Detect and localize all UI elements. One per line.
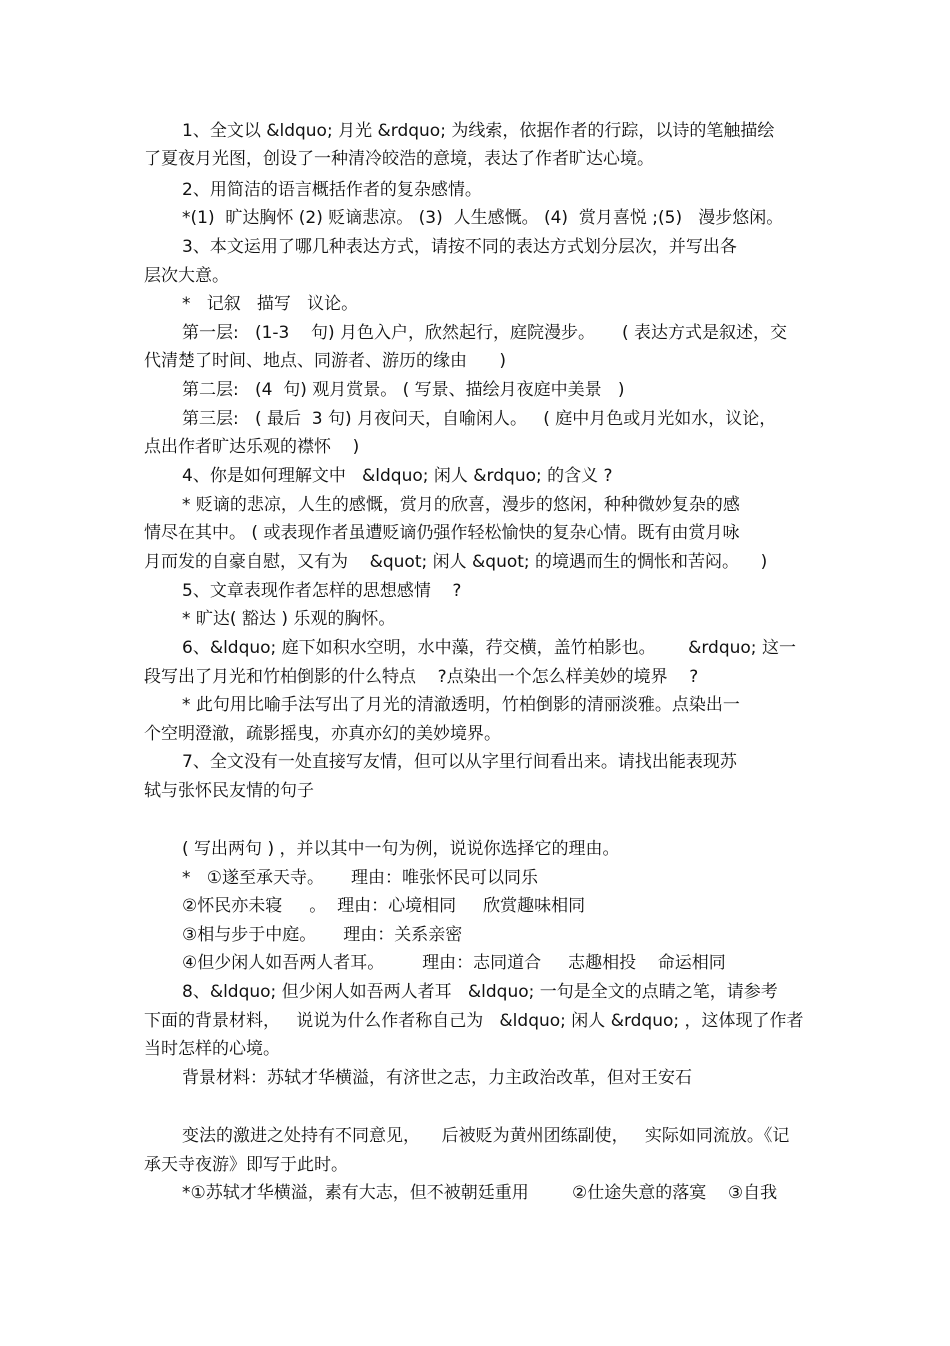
text-line: 5、文章表现作者怎样的思想感情 ? <box>182 581 462 601</box>
text-line: 个空明澄澈，疏影摇曳，亦真亦幻的美妙境界。 <box>144 724 501 744</box>
text-line: 承天寺夜游》即写于此时。 <box>144 1155 348 1175</box>
text-line: 点出作者旷达乐观的襟怀 ) <box>144 437 360 457</box>
text-line: 情尽在其中。 ( 或表现作者虽遭贬谪仍强作轻松愉快的复杂心情。既有由赏月咏 <box>144 523 740 543</box>
text-line: 第一层: (1-3 句) 月色入户，欣然起行，庭院漫步。 ( 表达方式是叙述，交 <box>182 323 788 343</box>
text-line: 轼与张怀民友情的句子 <box>144 781 314 801</box>
text-line: 4、你是如何理解文中 &ldquo; 闲人 &rdquo; 的含义 ? <box>182 466 613 486</box>
text-line: 第三层: ( 最后 3 句) 月夜问天，自喻闲人。 ( 庭中月色或月光如水，议论， <box>182 409 777 429</box>
text-line: 第二层: (4 句) 观月赏景。 ( 写景、描绘月夜庭中美景 ) <box>182 380 625 400</box>
text-line: * 此句用比喻手法写出了月光的清澈透明，竹柏倒影的清丽淡雅。点染出一 <box>182 695 740 715</box>
text-line: ( 写出两句 ) ，并以其中一句为例，说说你选择它的理由。 <box>182 839 620 859</box>
text-line: 了夏夜月光图，创设了一种清冷皎浩的意境，表达了作者旷达心境。 <box>144 149 654 169</box>
text-line: ②怀民亦未寝 。 理由：心境相同 欣赏趣味相同 <box>182 896 586 916</box>
text-line: 3、本文运用了哪几种表达方式，请按不同的表达方式划分层次，并写出各 <box>182 237 737 257</box>
text-line: 当时怎样的心境。 <box>144 1039 280 1059</box>
text-line: * 记叙 描写 议论。 <box>182 294 359 314</box>
text-line: 段写出了月光和竹柏倒影的什么特点 ?点染出一个怎么样美妙的境界 ? <box>144 667 699 687</box>
text-line: 下面的背景材料， 说说为什么作者称自己为 &ldquo; 闲人 &rdquo; ，这体现了作者 <box>144 1011 804 1031</box>
text-line: 7、全文没有一处直接写友情，但可以从字里行间看出来。请找出能表现苏 <box>182 752 737 772</box>
text-line: 层次大意。 <box>144 266 229 286</box>
text-line: *(1) 旷达胸怀 (2) 贬谪悲凉。 (3) 人生感慨。 (4) 赏月喜悦 ;(5) 漫步悠闲。 <box>182 208 784 228</box>
text-line: ③相与步于中庭。 理由：关系亲密 <box>182 925 463 945</box>
text-line: * ①遂至承天寺。 理由：唯张怀民可以同乐 <box>182 868 538 888</box>
text-line: 背景材料：苏轼才华横溢，有济世之志，力主政治改革，但对王安石 <box>182 1068 692 1088</box>
text-line: 代清楚了时间、地点、同游者、游历的缘由 ) <box>144 351 507 371</box>
text-line: 2、用简洁的语言概括作者的复杂感情。 <box>182 180 482 200</box>
text-line: *①苏轼才华横溢，素有大志，但不被朝廷重用 ②仕途失意的落寞 ③自我 <box>182 1183 778 1203</box>
text-line: 1、全文以 &ldquo; 月光 &rdquo; 为线索，依据作者的行踪，以诗的笔触描绘 <box>182 121 775 141</box>
text-line: * 贬谪的悲凉，人生的感慨，赏月的欣喜，漫步的悠闲，种种微妙复杂的感 <box>182 495 740 515</box>
text-line: 8、&ldquo; 但少闲人如吾两人者耳 &ldquo; 一句是全文的点睛之笔，请参考 <box>182 982 778 1002</box>
text-line: 6、&ldquo; 庭下如积水空明，水中藻，荇交横，盖竹柏影也。 &rdquo; 这一 <box>182 638 796 658</box>
text-line: * 旷达( 豁达 ) 乐观的胸怀。 <box>182 609 396 629</box>
text-line: ④但少闲人如吾两人者耳。 理由：志同道合 志趣相投 命运相同 <box>182 953 726 973</box>
text-line: 变法的激进之处持有不同意见， 后被贬为黄州团练副使， 实际如同流放。《记 <box>182 1126 790 1146</box>
text-line: 月而发的自豪自慰，又有为 &quot; 闲人 &quot; 的境遇而生的惆怅和苦闷。 ) <box>144 552 768 572</box>
